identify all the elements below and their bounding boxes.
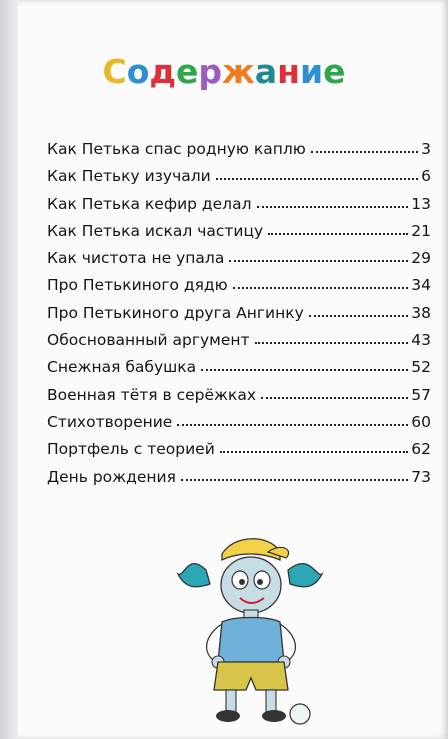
toc-entry-page: 52 <box>411 358 431 377</box>
toc-entry-title: Снежная бабушка <box>47 358 197 377</box>
leader-dots <box>177 424 408 426</box>
title-letter: С <box>102 52 127 91</box>
toc-entry-title: Как Петьку изучали <box>47 167 211 186</box>
toc-entry[interactable] <box>47 222 431 249</box>
toc-entry-page: 6 <box>421 167 431 186</box>
toc-entry[interactable] <box>47 249 431 276</box>
table-of-contents <box>47 140 431 495</box>
title-letter: н <box>277 52 300 91</box>
leader-dots <box>257 206 409 208</box>
toc-entry-page: 34 <box>411 276 431 295</box>
toc-entry[interactable] <box>47 140 431 167</box>
toc-entry-title: Про Петькиного друга Ангинку <box>47 303 304 322</box>
toc-entry-page: 38 <box>411 303 431 322</box>
cartoon-character-illustration <box>176 530 326 730</box>
toc-entry-title: Как Петька кефир делал <box>47 194 252 213</box>
toc-entry[interactable] <box>47 276 431 303</box>
book-spine <box>0 0 18 739</box>
toc-entry-title: Стихотворение <box>47 412 173 431</box>
toc-entry-title: Обоснованный аргумент <box>47 331 250 350</box>
toc-entry[interactable] <box>47 167 431 194</box>
title-letter: ж <box>222 52 255 91</box>
leader-dots <box>311 151 418 153</box>
toc-entry-title: День рождения <box>47 467 176 486</box>
toc-entry-title: Как Петька искал частицу <box>47 221 264 240</box>
toc-entry-page: 57 <box>411 385 431 404</box>
leader-dots <box>268 233 408 235</box>
toc-entry-page: 3 <box>421 140 431 158</box>
leader-dots <box>181 479 408 481</box>
toc-entry[interactable] <box>47 195 431 222</box>
leader-dots <box>309 315 408 317</box>
title-letter: а <box>254 52 278 91</box>
leader-dots <box>261 397 408 399</box>
leader-dots <box>233 287 409 289</box>
toc-entry-title: Про Петькиного дядю <box>47 276 228 295</box>
toc-entry-title: Как Петька спас родную каплю <box>47 140 306 158</box>
toc-entry-title: Военная тётя в серёжках <box>47 385 257 404</box>
toc-entry-page: 29 <box>411 249 431 268</box>
toc-entry-title: Портфель с теорией <box>47 440 215 459</box>
toc-entry[interactable] <box>47 386 431 413</box>
toc-entry[interactable] <box>47 440 431 467</box>
toc-entry-page: 43 <box>411 331 431 350</box>
title-letter: д <box>149 52 177 91</box>
leader-dots <box>201 369 408 371</box>
toc-entry-page: 21 <box>411 221 431 240</box>
toc-entry[interactable] <box>47 413 431 440</box>
leader-dots <box>220 451 408 453</box>
leader-dots <box>216 178 418 180</box>
toc-entry-page: 60 <box>411 412 431 431</box>
title-letter: е <box>176 52 199 91</box>
toc-entry-page: 13 <box>411 194 431 213</box>
toc-entry[interactable] <box>47 358 431 385</box>
leader-dots <box>255 342 409 344</box>
title-letter: и <box>299 52 324 91</box>
toc-entry-page: 62 <box>411 440 431 459</box>
page-title <box>0 52 448 92</box>
title-letter: о <box>126 52 150 91</box>
leader-dots <box>229 260 408 262</box>
toc-entry[interactable] <box>47 331 431 358</box>
toc-entry[interactable] <box>47 468 431 495</box>
title-letter: е <box>323 52 346 91</box>
toc-entry-title: Как чистота не упала <box>47 249 225 268</box>
toc-entry-page: 73 <box>411 467 431 486</box>
toc-entry[interactable] <box>47 304 431 331</box>
title-letter: р <box>198 52 223 91</box>
